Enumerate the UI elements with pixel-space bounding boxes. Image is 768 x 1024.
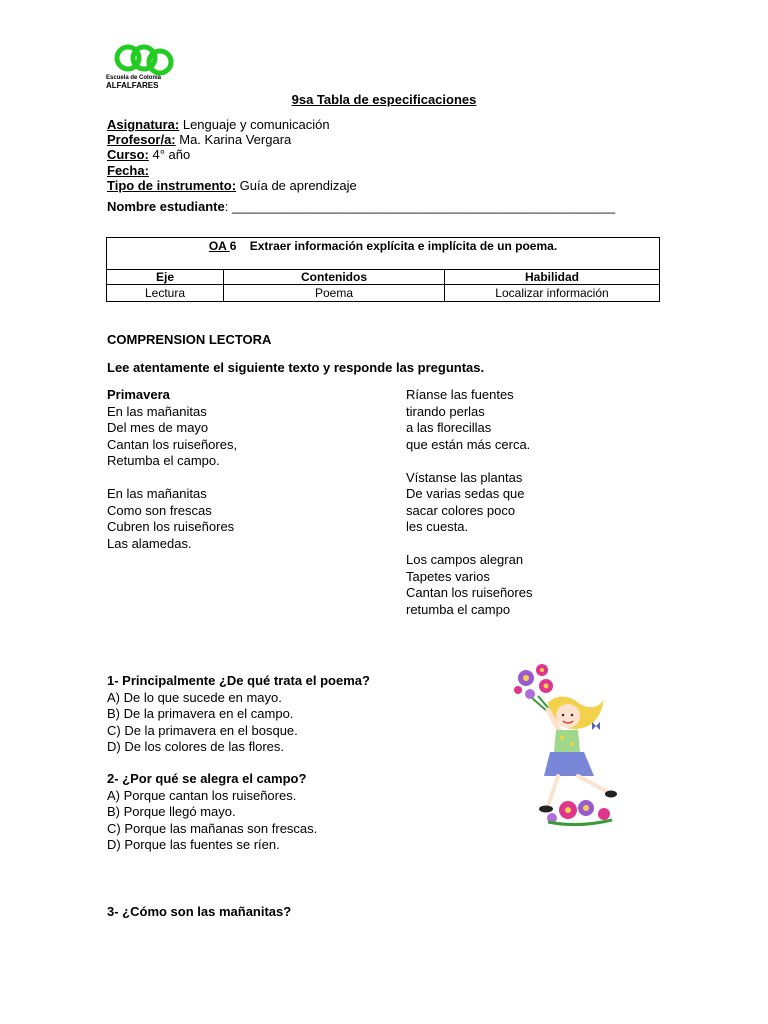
oa-text: Extraer información explícita e implícita de un poema. (249, 239, 558, 253)
poem-stanza (406, 387, 532, 453)
poem-line: Cubren los ruiseñores (107, 519, 235, 534)
table-header: Habilidad (445, 270, 660, 285)
poem-line: Tapetes varios (406, 568, 490, 584)
question-3 (107, 904, 291, 919)
poem-stanza (107, 486, 237, 552)
poem-line: Ríanse las fuentes (406, 387, 514, 402)
meta-key: Tipo de instrumento: (107, 177, 237, 193)
meta-row-date (107, 163, 357, 178)
instruction-text: Lee atentamente el siguiente texto y responde las preguntas. (107, 360, 485, 375)
oa-key: OA (208, 239, 230, 253)
poem-line: retumba el campo (406, 601, 511, 617)
question-text: 2- ¿Por qué se alegra el campo? (107, 771, 307, 786)
answer-option[interactable]: A) De lo que sucede en mayo. (107, 689, 282, 705)
meta-value: Guía de aprendizaje (236, 177, 357, 193)
poem-line: En las mañanitas (107, 486, 207, 501)
oa-cell (107, 238, 660, 270)
poem-left-column (107, 387, 237, 569)
student-name-field[interactable]: _____________________________________________________ (231, 199, 616, 214)
specification-table (106, 237, 660, 302)
poem-line: Cantan los ruiseñores, (107, 436, 238, 452)
poem-stanza (406, 470, 532, 536)
meta-row-subject (107, 117, 357, 132)
meta-row-instrument (107, 178, 357, 193)
table-header: Eje (107, 270, 224, 285)
answer-option[interactable]: B) Porque llegó mayo. (107, 804, 236, 819)
meta-key: Asignatura: (107, 117, 180, 132)
meta-row-course (107, 147, 357, 162)
logo-rings-icon (106, 44, 178, 76)
oa-number: 6 (229, 239, 237, 253)
poem-line: En las mañanitas (107, 403, 207, 419)
poem-title: Primavera (107, 387, 170, 402)
poem-line: tirando perlas (406, 403, 485, 419)
meta-row-teacher (107, 132, 357, 147)
bouquet-flowers-icon (514, 664, 553, 712)
poem-line: que están más cerca. (406, 436, 531, 452)
logo-school-line2: ALFALFARES (106, 81, 159, 90)
section-title: COMPRENSION LECTORA (107, 332, 272, 347)
answer-option[interactable]: D) Porque las fuentes se ríen. (107, 837, 280, 852)
logo-school-line1: Escuela de Colonia (106, 75, 162, 81)
student-colon: : (224, 199, 232, 214)
poem-line: De varias sedas que (406, 486, 525, 501)
student-label: Nombre estudiante (107, 199, 225, 214)
table-header: Contenidos (224, 270, 445, 285)
poem-line: Del mes de mayo (107, 420, 209, 435)
poem-line: Vístanse las plantas (406, 469, 523, 485)
meta-key: Profesor/a: (107, 132, 176, 148)
poem-line: Las alamedas. (107, 535, 192, 551)
answer-option[interactable]: C) Porque las mañanas son frescas. (107, 820, 318, 836)
poem-stanza (107, 404, 237, 470)
poem-line: Los campos alegran (406, 552, 524, 567)
meta-value: Lenguaje y comunicación (179, 117, 330, 132)
table-cell: Poema (224, 285, 445, 302)
question-text: 3- ¿Cómo son las mañanitas? (107, 904, 292, 919)
poem-line: Retumba el campo. (107, 453, 220, 468)
poem-right-column (406, 387, 532, 635)
meta-value: 4° año (148, 147, 191, 163)
page-title: 9sa Tabla de especificaciones (291, 92, 477, 107)
meta-key: Curso: (107, 147, 149, 163)
question-text: 1- Principalmente ¿De qué trata el poema? (107, 673, 370, 688)
poem-line: Cantan los ruiseñores (406, 585, 533, 600)
meta-key: Fecha: (107, 162, 149, 178)
ground-flowers-icon (547, 800, 612, 825)
poem-line: a las florecillas (406, 420, 492, 435)
poem-line: les cuesta. (406, 519, 469, 534)
table-cell: Localizar información (445, 285, 660, 302)
poem-stanza (406, 552, 532, 618)
answer-option[interactable]: B) De la primavera en el campo. (107, 706, 294, 721)
table-row (107, 285, 660, 302)
girl-with-flowers-illustration (508, 660, 620, 830)
meta-value: Ma. Karina Vergara (175, 132, 292, 148)
answer-option[interactable]: C) De la primavera en el bosque. (107, 722, 298, 738)
question-1 (107, 673, 370, 756)
table-cell: Lectura (107, 285, 224, 302)
school-logo (106, 44, 178, 94)
meta-block (107, 117, 357, 193)
student-name-row (107, 199, 615, 214)
poem-line: Como son frescas (107, 502, 212, 518)
poem-line: sacar colores poco (406, 502, 516, 518)
question-2 (107, 771, 317, 854)
answer-option[interactable]: A) Porque cantan los ruiseñores. (107, 787, 297, 803)
answer-option[interactable]: D) De los colores de las flores. (107, 739, 285, 754)
girl-flowers-icon (508, 660, 620, 830)
